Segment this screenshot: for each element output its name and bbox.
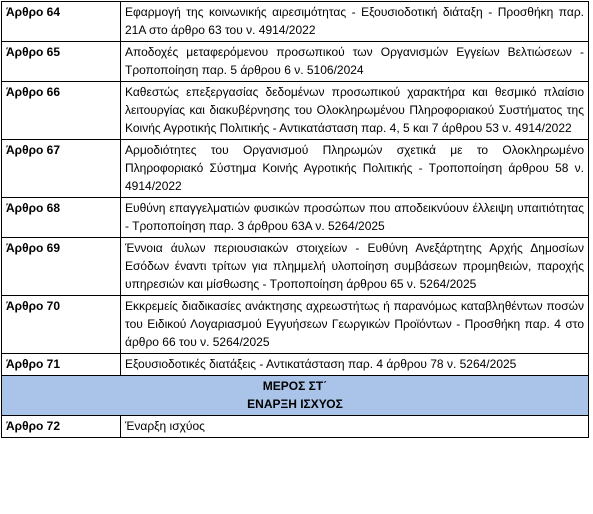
table-row xyxy=(2,354,589,376)
article-label: Άρθρο 69 xyxy=(2,238,121,296)
article-description: Αρμοδιότητες του Οργανισμού Πληρωμών σχετικά με το Ολοκληρωμένο Πληροφοριακό Σύστημα Κοινής Αγροτικής Πολιτικής - Τροποποίηση άρθρου 58 ν. 4914/2022 xyxy=(121,140,589,198)
article-description: Εξουσιοδοτικές διατάξεις - Αντικατάσταση παρ. 4 άρθρου 78 ν. 5264/2025 xyxy=(121,354,589,376)
article-label: Άρθρο 70 xyxy=(2,296,121,354)
articles-table xyxy=(1,1,589,438)
table-row xyxy=(2,140,589,198)
table-row xyxy=(2,238,589,296)
article-description: Έννοια άυλων περιουσιακών στοιχείων - Ευθύνη Ανεξάρτητης Αρχής Δημοσίων Εσόδων έναντι τρίτων για πλημμελή υλοποίηση συμβάσεων προμηθειών, παροχής υπηρεσιών και μίσθωσης - Τροποποίηση άρθρου 65 ν. 5264/2025 xyxy=(121,238,589,296)
table-row xyxy=(2,198,589,238)
table-row xyxy=(2,416,589,438)
article-label: Άρθρο 66 xyxy=(2,82,121,140)
article-description: Αποδοχές μεταφερόμενου προσωπικού των Οργανισμών Εγγείων Βελτιώσεων - Τροποποίηση παρ. 5 άρθρου 6 ν. 5106/2024 xyxy=(121,42,589,82)
article-label: Άρθρο 64 xyxy=(2,2,121,42)
table-row xyxy=(2,296,589,354)
section-part-title: ΜΕΡΟΣ ΣΤ΄ xyxy=(262,379,328,393)
article-description: Καθεστώς επεξεργασίας δεδομένων προσωπικού χαρακτήρα και θεσμικό πλαίσιο λειτουργίας και διακυβέρνησης του Ολοκληρωμένου Πληροφοριακού Συστήματος της Κοινής Αγροτικής Πολιτικής - Αντικατάσταση παρ. 4, 5 και 7 άρθρου 53 ν. 4914/2022 xyxy=(121,82,589,140)
article-description: Ευθύνη επαγγελματιών φυσικών προσώπων που αποδεικνύουν έλλειψη υπαιτιότητας - Τροποποίηση παρ. 3 άρθρου 63Α ν. 5264/2025 xyxy=(121,198,589,238)
article-label: Άρθρο 72 xyxy=(2,416,121,438)
article-description: Εκκρεμείς διαδικασίες ανάκτησης αχρεωστήτως ή παρανόμως καταβληθέντων ποσών του Ειδικού Λογαριασμού Εγγυήσεων Γεωργικών Προϊόντων - Προσθήκη παρ. 4 στο άρθρο 66 του ν. 5264/2025 xyxy=(121,296,589,354)
article-label: Άρθρο 67 xyxy=(2,140,121,198)
article-description: Εφαρμογή της κοινωνικής αιρεσιμότητας - Εξουσιοδοτική διάταξη - Προσθήκη παρ. 21Α στο άρθρο 63 του ν. 4914/2022 xyxy=(121,2,589,42)
section-header-row xyxy=(2,376,589,416)
article-description: Έναρξη ισχύος xyxy=(121,416,589,438)
article-label: Άρθρο 65 xyxy=(2,42,121,82)
table-row xyxy=(2,2,589,42)
table-row xyxy=(2,42,589,82)
article-label: Άρθρο 71 xyxy=(2,354,121,376)
table-row xyxy=(2,82,589,140)
article-label: Άρθρο 68 xyxy=(2,198,121,238)
section-subtitle: ΕΝΑΡΞΗ ΙΣΧΥΟΣ xyxy=(247,397,343,411)
section-header xyxy=(2,376,589,416)
